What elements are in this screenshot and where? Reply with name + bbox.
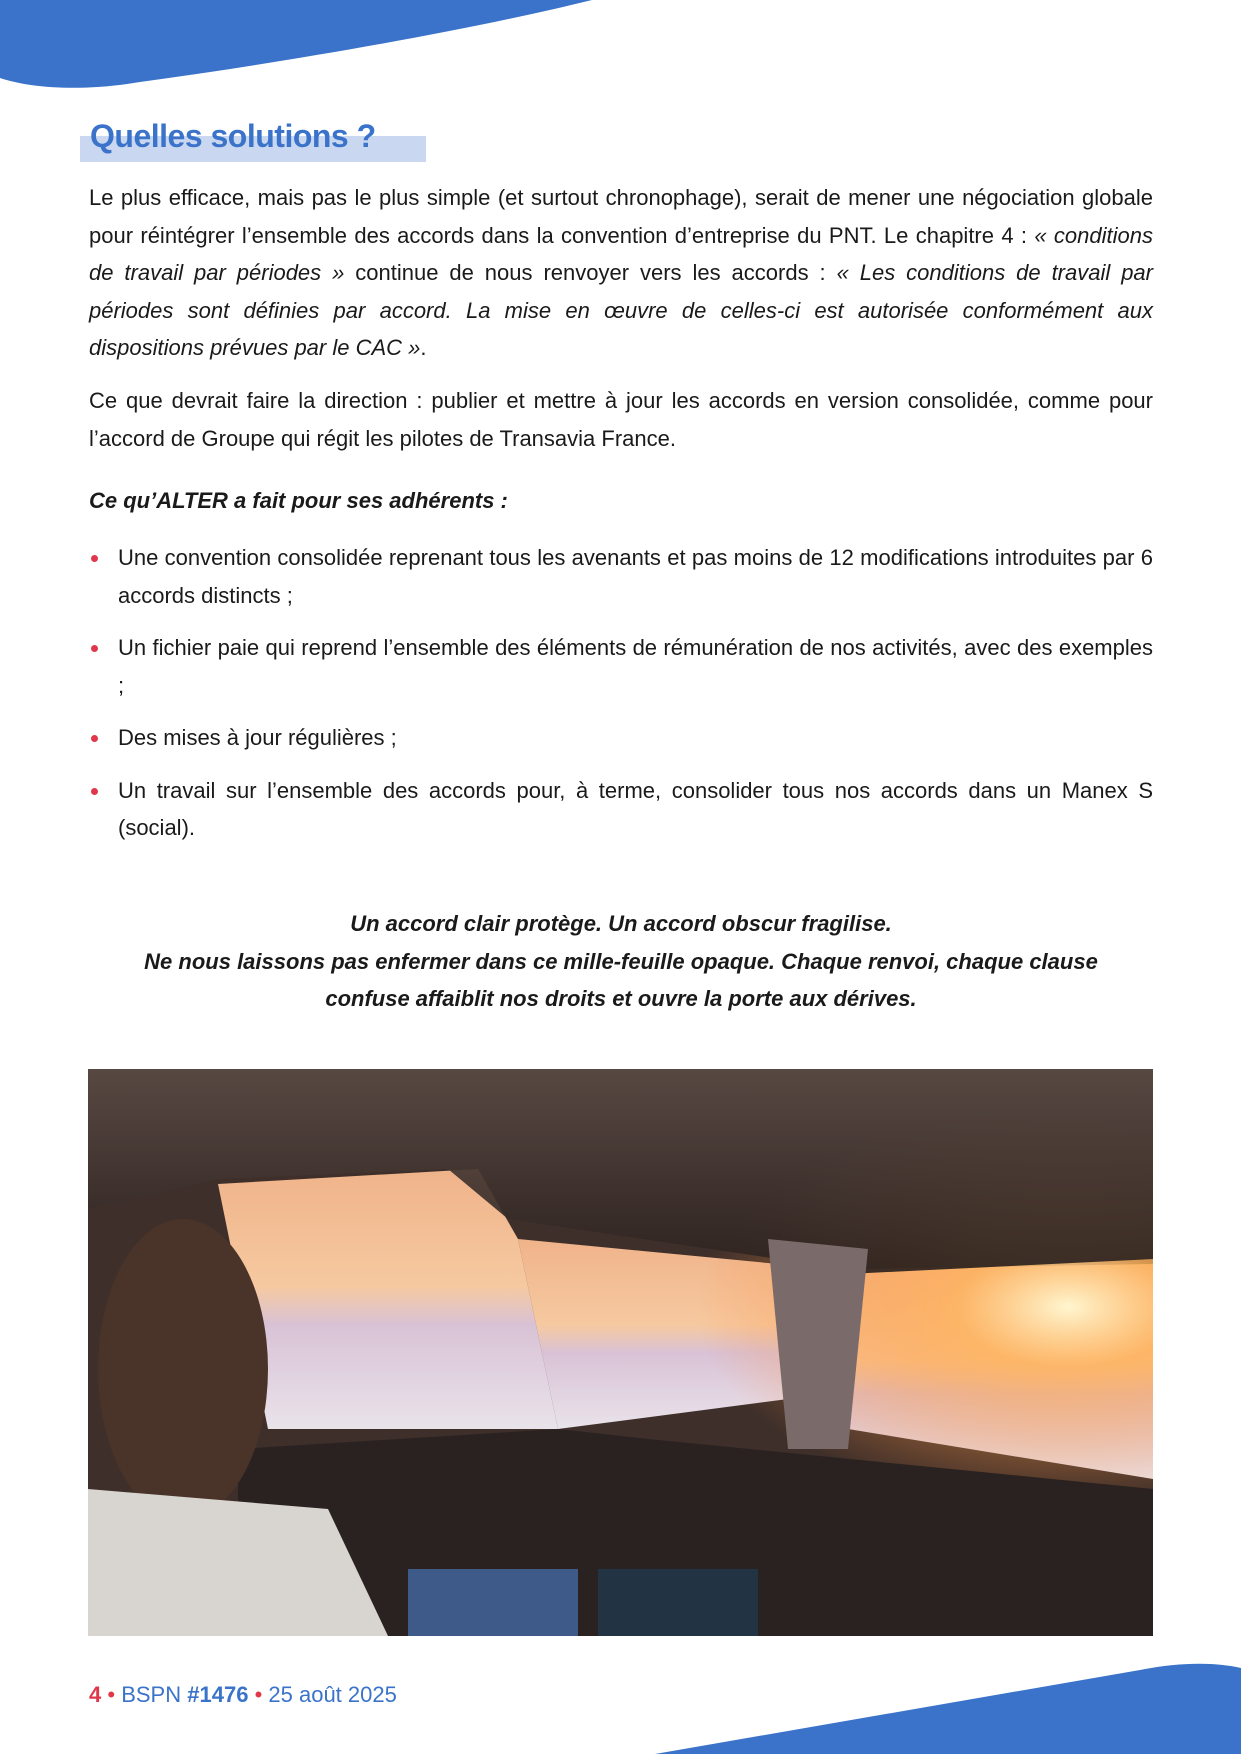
bullet-dot-icon — [91, 788, 98, 795]
paragraph-2 — [89, 382, 1153, 457]
subheading: Ce qu’ALTER a fait pour ses adhérents : — [89, 488, 508, 513]
list-item-text: Un travail sur l’ensemble des accords pour, à terme, consolider tous nos accords dans un Manex S (social). — [118, 777, 1153, 840]
para1-quote-title: « conditions de travail par périodes » — [89, 222, 1153, 285]
cockpit-photo — [88, 1069, 1153, 1636]
publication-name: BSPN — [121, 1682, 182, 1707]
quote-line-2: Ne nous laissons pas enfermer dans ce mille-feuille opaque. Chaque renvoi, chaque clause confuse affaiblit nos droits et ouvre la porte aux dérives. — [144, 948, 1098, 1011]
footer-separator: • — [254, 1682, 263, 1707]
top-decor-shape — [0, 0, 1241, 100]
issue-number: #1476 — [187, 1682, 249, 1707]
bullet-dot-icon — [91, 735, 98, 742]
heading-text: Quelles solutions ? — [90, 118, 376, 154]
list-item — [89, 772, 1153, 847]
bullet-list — [89, 539, 1153, 862]
list-item-text: Des mises à jour régulières ; — [118, 725, 397, 750]
bullet-dot-icon — [91, 555, 98, 562]
quote-line-1: Un accord clair protège. Un accord obscur fragilise. — [350, 911, 892, 936]
issue-date: 25 août 2025 — [268, 1682, 397, 1707]
list-item — [89, 629, 1153, 704]
list-item — [89, 719, 1153, 757]
section-heading — [80, 118, 376, 155]
para1-text: Le plus efficace, mais pas le plus simple (et surtout chronophage), serait de mener une négociation globale pour réintégrer l’ensemble des accords dans la convention d’entreprise du PNT. Le chapitre 4 : — [89, 185, 1153, 248]
closing-quote — [89, 905, 1153, 1018]
bullet-dot-icon — [91, 645, 98, 652]
footer-separator: • — [107, 1682, 116, 1707]
para1-text-2: continue de nous renvoyer vers les accords : — [344, 260, 837, 285]
list-item-text: Un fichier paie qui reprend l’ensemble des éléments de rémunération de nos activités, avec des exemples ; — [118, 635, 1153, 698]
bottom-decor-shape — [0, 1660, 1241, 1754]
para1-citation: « Les conditions de travail par périodes sont définies par accord. La mise en œuvre de celles-ci est autorisée conformément aux dispositions prévues par le CAC » — [89, 260, 1153, 360]
para1-end: . — [420, 335, 427, 360]
paragraph-1 — [89, 179, 1153, 367]
para2-text: Ce que devrait faire la direction : publier et mettre à jour les accords en version consolidée, comme pour l’accord de Groupe qui régit les pilotes de Transavia France. — [89, 388, 1153, 451]
list-item — [89, 539, 1153, 614]
page-number: 4 — [89, 1682, 102, 1707]
list-item-text: Une convention consolidée reprenant tous les avenants et pas moins de 12 modifications introduites par 6 accords distincts ; — [118, 545, 1153, 608]
